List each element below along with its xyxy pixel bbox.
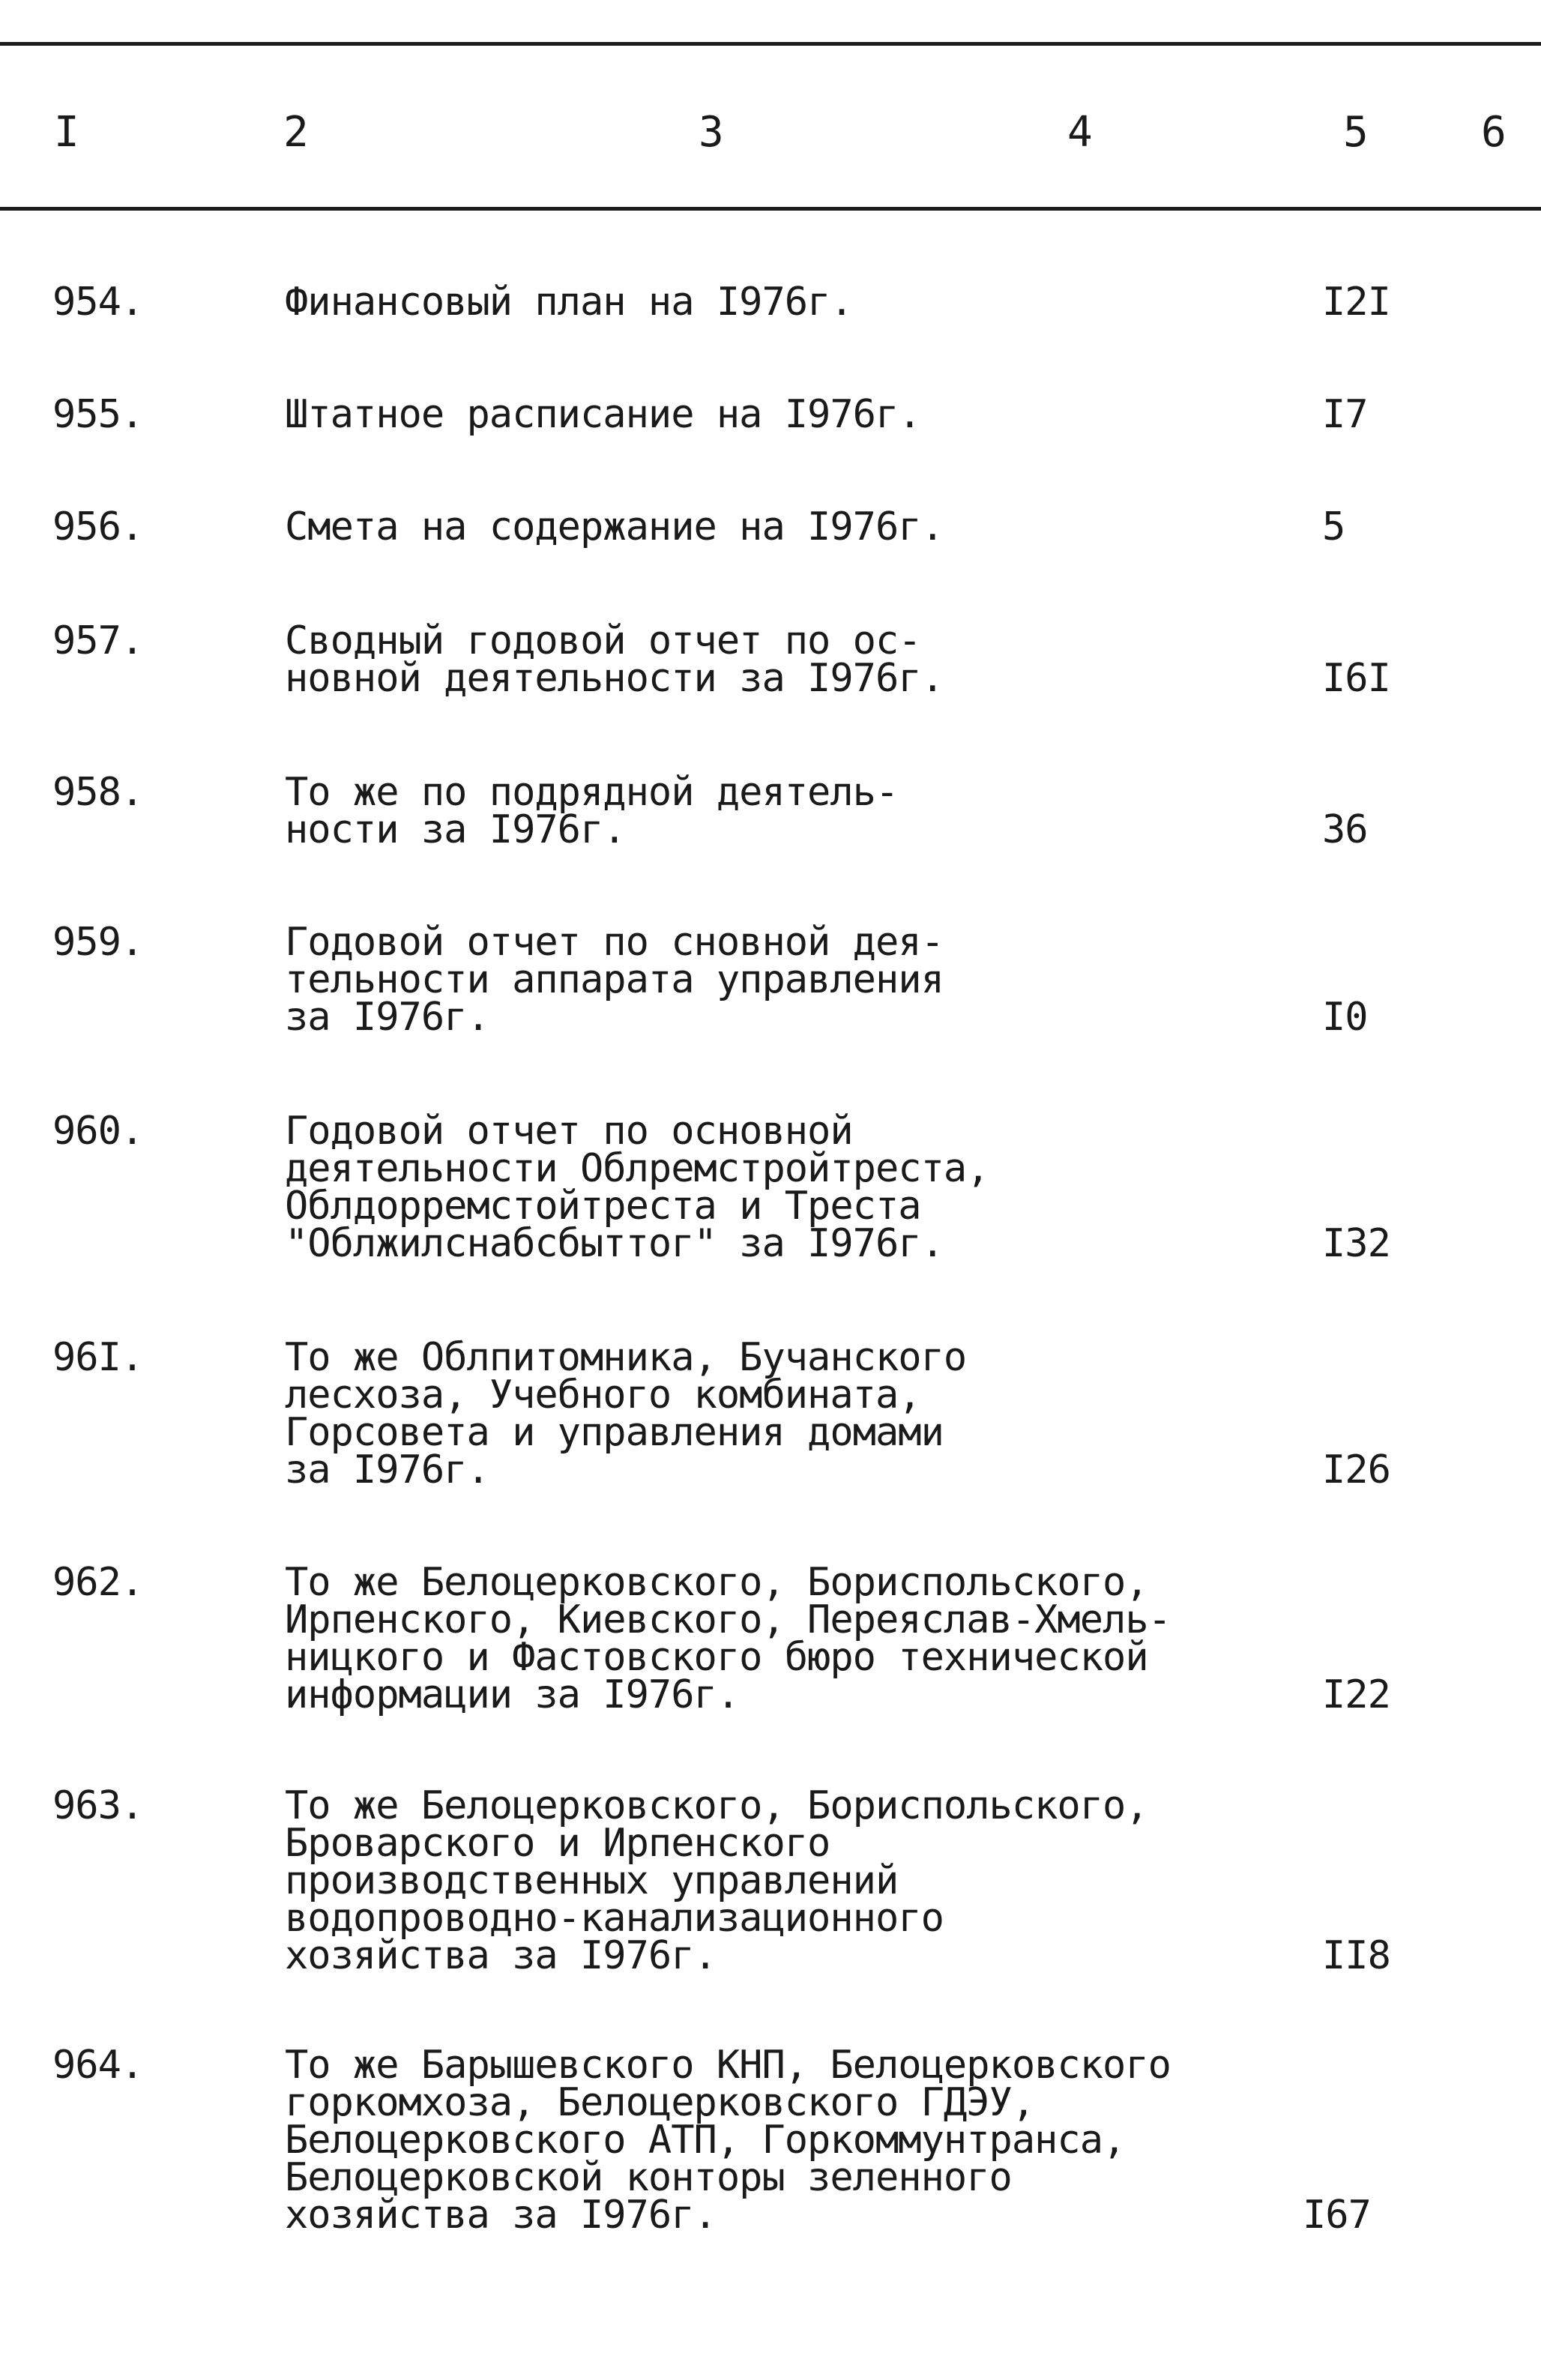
item-number: 955. — [52, 392, 144, 437]
sheet-count: I2I — [1322, 280, 1390, 325]
item-title: То же по подрядной деятель- ности за I976г. — [285, 770, 899, 852]
item-title: То же Белоцерковского, Бориспольского, Ирпенского, Киевского, Переяслав-Хмель- ницкого и Фастовского бюро технической информации за I976г. — [285, 1560, 1171, 1717]
sheet-count: I26 — [1322, 1447, 1390, 1492]
item-number: 960. — [52, 1109, 144, 1154]
item-number: 962. — [52, 1560, 144, 1605]
sheet-count: 5 — [1322, 504, 1345, 549]
sheet-count: I0 — [1322, 995, 1368, 1040]
sheet-count: 36 — [1322, 807, 1368, 852]
item-title: То же Белоцерковского, Бориспольского, Броварского и Ирпенского производственных управлений водопроводно-канализационного хозяйства за I976г. — [285, 1783, 1148, 1978]
column-header-5: 5 — [1343, 108, 1369, 157]
item-number: 954. — [52, 280, 144, 325]
column-header-3: 3 — [699, 108, 724, 157]
item-number: 958. — [52, 770, 144, 815]
top-rule — [0, 42, 1541, 46]
item-title: Годовой отчет по основной деятельности Облремстройтреста, Облдорремстойтреста и Треста "Облжилснабсбыттог" за I976г. — [285, 1109, 989, 1266]
sheet-count: I6I — [1322, 656, 1390, 701]
column-header-4: 4 — [1067, 108, 1093, 157]
sheet-count: I67 — [1303, 2193, 1371, 2238]
item-number: 96I. — [52, 1335, 144, 1380]
column-header-6: 6 — [1481, 108, 1507, 157]
item-number: 956. — [52, 504, 144, 549]
header-rule — [0, 207, 1541, 211]
sheet-count: I22 — [1322, 1672, 1390, 1717]
item-number: 957. — [52, 618, 144, 663]
item-title: Сводный годовой отчет по ос- новной деятельности за I976г. — [285, 618, 944, 701]
sheet-count: I32 — [1322, 1221, 1390, 1266]
sheet-count: I7 — [1322, 392, 1368, 437]
item-title: Штатное расписание на I976г. — [285, 392, 921, 437]
item-title: Годовой отчет по сновной дея- тельности аппарата управления за I976г. — [285, 920, 944, 1040]
column-header-2: 2 — [283, 108, 309, 157]
column-header-1: I — [54, 108, 79, 157]
item-number: 963. — [52, 1783, 144, 1828]
item-title: То же Барышевского КНП, Белоцерковского горкомхоза, Белоцерковского ГДЭУ, Белоцерковского АТП, Горкоммунтранса, Белоцерковской конторы зеленного хозяйства за I976г. — [285, 2043, 1171, 2238]
sheet-count: II8 — [1322, 1933, 1390, 1978]
item-number: 959. — [52, 920, 144, 965]
item-number: 964. — [52, 2043, 144, 2088]
item-title: Финансовый план на I976г. — [285, 280, 853, 325]
item-title: Смета на содержание на I976г. — [285, 504, 944, 549]
item-title: То же Облпитомника, Бучанского лесхоза, Учебного комбината, Горсовета и управления домами за I976г. — [285, 1335, 967, 1492]
